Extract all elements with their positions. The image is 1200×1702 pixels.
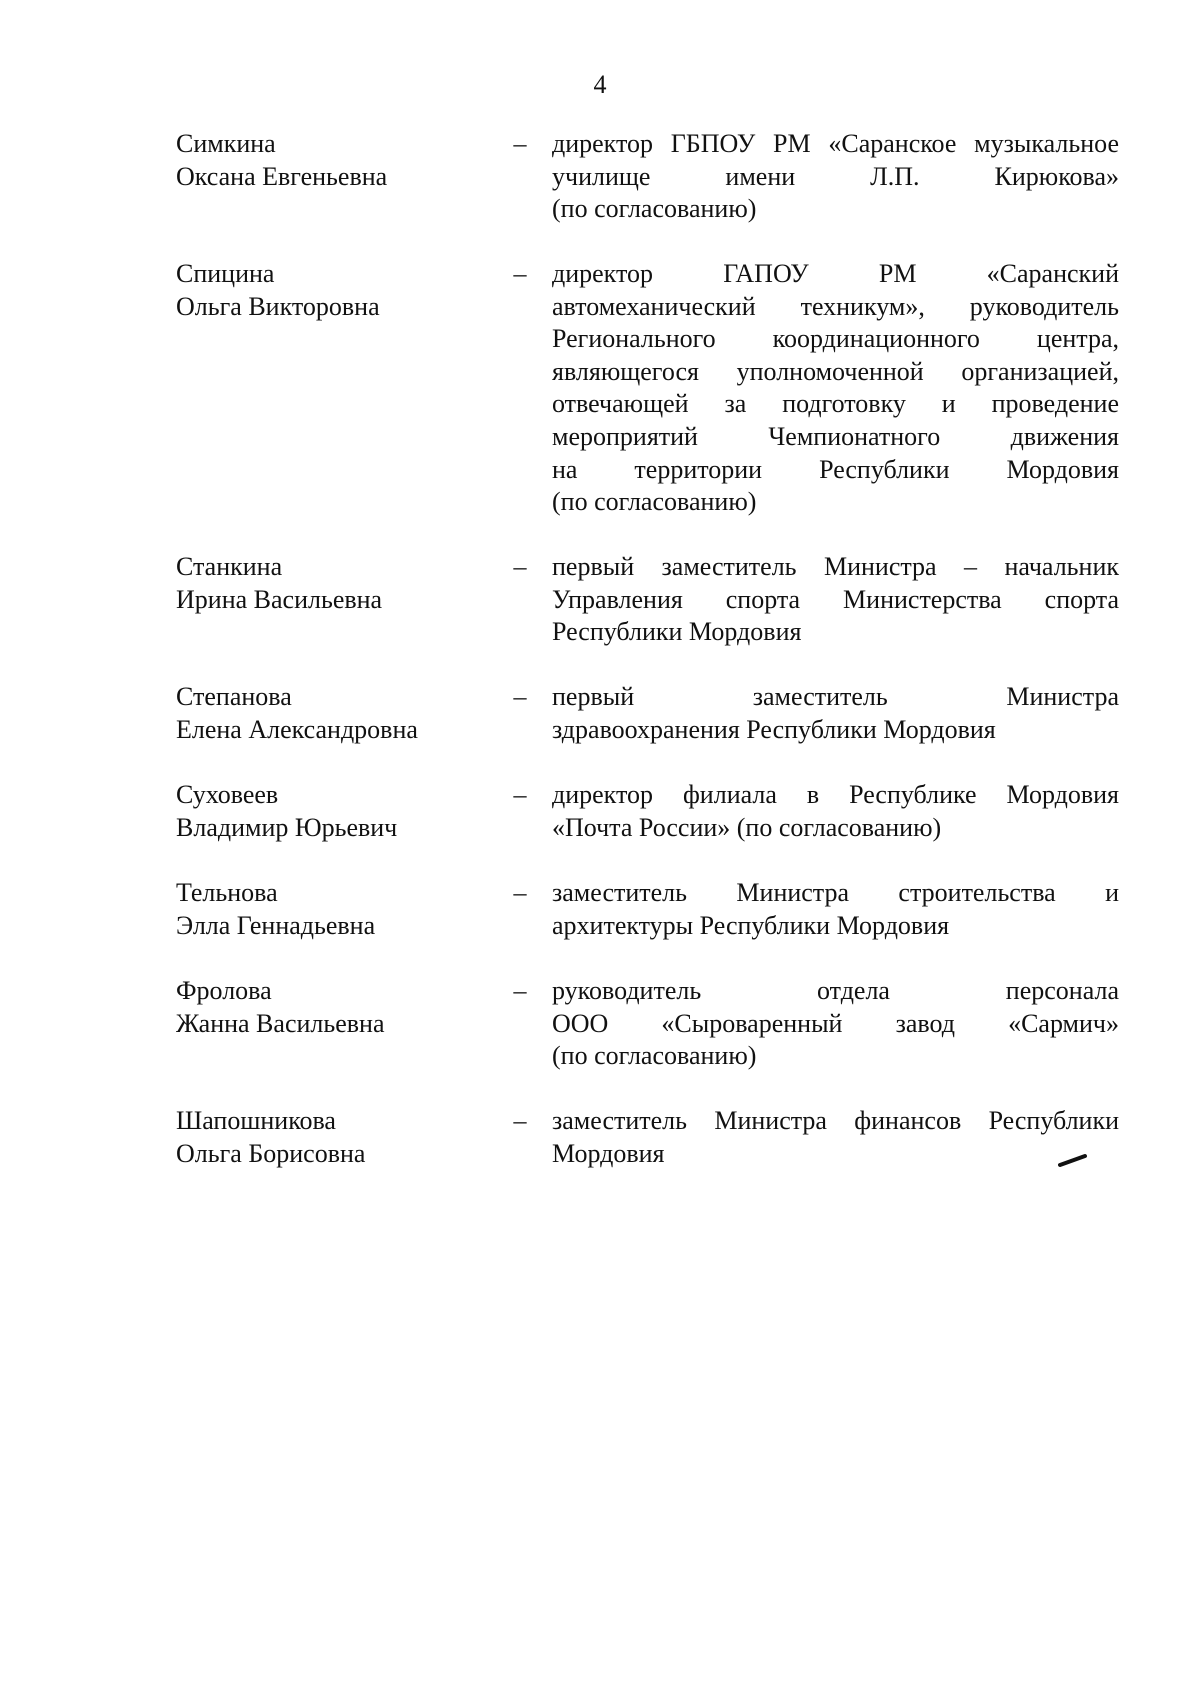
- dash-separator: –: [513, 1106, 527, 1135]
- given-names: Оксана Евгеньевна: [176, 161, 388, 191]
- position-line: ООО «Сыроваренный завод «Сармич»: [552, 1008, 1119, 1038]
- given-names: Владимир Юрьевич: [176, 812, 398, 842]
- dash-separator: –: [513, 976, 527, 1005]
- dash-separator: –: [513, 259, 527, 288]
- position-line: архитектуры Республики Мордовия: [552, 910, 950, 940]
- position-description: [552, 258, 1119, 519]
- person-name: [176, 779, 466, 844]
- position-line: Республики Мордовия: [552, 617, 802, 647]
- surname: Спицина: [176, 259, 275, 288]
- position-description: [552, 779, 1119, 844]
- position-line: директор филиала в Республике Мордовия: [552, 780, 1119, 809]
- position-line: директор ГАПОУ РМ «Саранский: [552, 259, 1119, 288]
- end-mark-stroke: [1058, 1152, 1088, 1168]
- page-number: 4: [593, 70, 607, 99]
- position-line: первый заместитель Министра: [552, 682, 1119, 711]
- position-line: на территории Республики Мордовия: [552, 454, 1119, 484]
- position-line: заместитель Министра финансов Республики: [552, 1106, 1119, 1135]
- position-line: мероприятий Чемпионатного движения: [552, 421, 1119, 451]
- person-name: [176, 877, 466, 942]
- position-line: Мордовия: [552, 1138, 665, 1168]
- surname: Суховеев: [176, 780, 279, 809]
- position-description: [552, 1105, 1119, 1170]
- surname: Фролова: [176, 976, 272, 1005]
- position-line: здравоохранения Республики Мордовия: [552, 714, 996, 744]
- position-line: (по согласованию): [552, 194, 757, 224]
- person-name: [176, 128, 466, 193]
- position-line: Регионального координационного центра,: [552, 324, 1119, 354]
- position-line: училище имени Л.П. Кирюкова»: [552, 161, 1119, 191]
- given-names: Елена Александровна: [176, 714, 418, 744]
- surname: Шапошникова: [176, 1106, 336, 1135]
- position-line: (по согласованию): [552, 487, 757, 517]
- person-name: [176, 1105, 466, 1170]
- position-line: заместитель Министра строительства и: [552, 878, 1119, 907]
- dash-separator: –: [513, 552, 527, 581]
- position-description: [552, 551, 1119, 649]
- position-line: директор ГБПОУ РМ «Саранское музыкальное: [552, 129, 1119, 158]
- position-line: отвечающей за подготовку и проведение: [552, 389, 1119, 419]
- dash-separator: –: [513, 682, 527, 711]
- surname: Станкина: [176, 552, 283, 581]
- position-line: являющегося уполномоченной организацией,: [552, 356, 1119, 386]
- position-line: «Почта России» (по согласованию): [552, 812, 942, 842]
- surname: Симкина: [176, 129, 276, 158]
- given-names: Ольга Борисовна: [176, 1138, 366, 1168]
- person-name: [176, 681, 466, 746]
- person-name: [176, 975, 466, 1040]
- position-line: Управления спорта Министерства спорта: [552, 584, 1119, 614]
- position-line: (по согласованию): [552, 1041, 757, 1071]
- dash-separator: –: [513, 780, 527, 809]
- position-line: автомеханический техникум», руководитель: [552, 291, 1119, 321]
- person-name: [176, 551, 466, 616]
- position-description: [552, 128, 1119, 226]
- surname: Степанова: [176, 682, 292, 711]
- given-names: Элла Геннадьевна: [176, 910, 376, 940]
- surname: Тельнова: [176, 878, 278, 907]
- position-line: руководитель отдела персонала: [552, 976, 1119, 1005]
- position-description: [552, 975, 1119, 1073]
- given-names: Ирина Васильевна: [176, 584, 383, 614]
- dash-separator: –: [513, 878, 527, 907]
- dash-separator: –: [513, 129, 527, 158]
- position-description: [552, 681, 1119, 746]
- position-description: [552, 877, 1119, 942]
- given-names: Жанна Васильевна: [176, 1008, 385, 1038]
- person-name: [176, 258, 466, 323]
- given-names: Ольга Викторовна: [176, 291, 380, 321]
- position-line: первый заместитель Министра – начальник: [552, 552, 1119, 581]
